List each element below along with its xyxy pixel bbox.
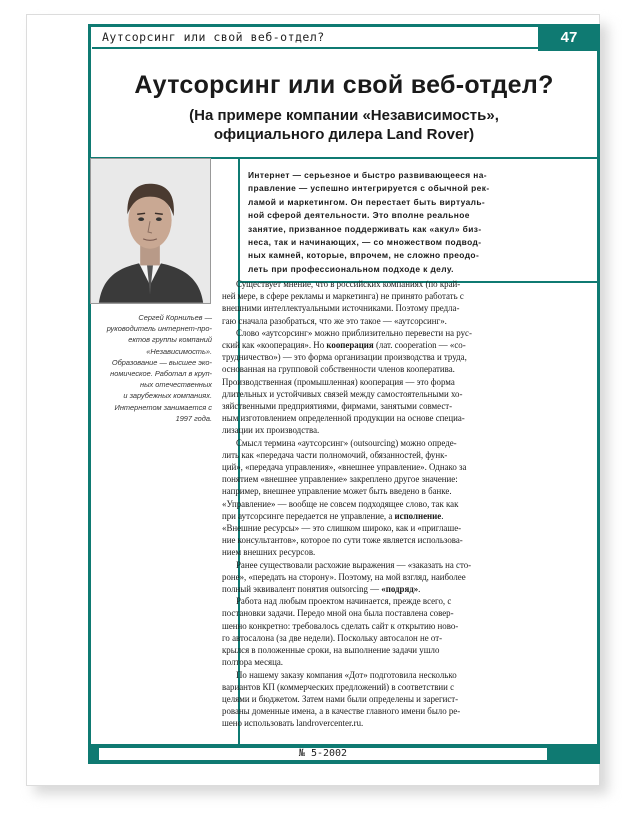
lead-line: леть при профессиональном подходе к делу. — [248, 263, 454, 274]
body-line-text: Производственная (промышленная) кооперация — это форма — [222, 376, 455, 387]
body-line — [222, 461, 522, 473]
body-line — [222, 278, 522, 290]
body-line — [222, 510, 522, 522]
caption-line: руководитель интернет-про- — [106, 324, 212, 334]
body-line-text: «Внешние ресурсы» — это слишком широко, как и «приглаше- — [222, 523, 462, 534]
lead-box — [240, 159, 597, 283]
body-line-text: трудничество») — это форма организации производства и труда, — [222, 352, 467, 363]
lead-line: занятие, призванное поддерживать как «акул» биз- — [248, 223, 482, 234]
body-line — [222, 620, 522, 632]
running-header — [92, 27, 538, 49]
caption-line: и зарубежных компаниях. — [123, 391, 212, 401]
body-line — [222, 339, 522, 351]
body-line-text: рованы доменные имена, а в качестве главного имени было ре- — [222, 706, 461, 717]
author-caption — [86, 312, 212, 424]
body-line — [222, 424, 522, 436]
body-line-text: например, внешнее управление может быть введено в банке. — [222, 486, 452, 497]
body-line-text: Работа над любым проектом начинается, прежде всего, с — [236, 596, 452, 607]
body-line — [222, 290, 522, 302]
page-number: 47 — [538, 24, 600, 51]
body-line-text: полный эквивалент понятия outsorcing — — [222, 584, 382, 595]
body-line-text: лить как «передача части полномочий, обязанностей, функ- — [222, 449, 448, 460]
body-line-text: Смысл термина «аутсорсинг» (outsourcing) можно опреде- — [236, 437, 457, 448]
article-body — [222, 278, 522, 730]
body-line — [222, 412, 522, 424]
caption-line: «Независимость». — [146, 346, 212, 356]
subtitle-line: (На примере компании «Независимость», — [189, 107, 499, 124]
title-block — [91, 51, 597, 159]
body-line-text: целями и бюджетом. Затем нами были определены и зарегист- — [222, 693, 459, 704]
caption-line: ектов группы компаний — [128, 335, 212, 345]
body-line-text: ней мере, в сфере рекламы и маркетинга) не принято работать с — [222, 291, 464, 302]
body-line — [222, 302, 522, 314]
caption-line: номическое. Работал в круп- — [110, 369, 212, 379]
body-line-text: основанная на групповой собственности членов кооператива. — [222, 364, 455, 375]
body-line — [222, 546, 522, 558]
running-title: Аутсорсинг или свой веб-отдел? — [102, 30, 325, 44]
emphasized-term: кооперация — [326, 340, 374, 351]
lead-line: ных камней, которые, впрочем, не сложно преодо- — [248, 250, 480, 261]
body-line — [222, 473, 522, 485]
emphasized-term: исполнение — [394, 510, 442, 521]
body-line — [222, 388, 522, 400]
body-line — [222, 583, 522, 595]
subtitle-line: официального дилера Land Rover) — [213, 126, 475, 143]
caption-line: Интернетом занимается с — [114, 402, 212, 412]
body-line-tail: . — [418, 584, 421, 595]
body-line-text: понятием «внешнее управление» закреплено другое значение: — [222, 474, 458, 485]
body-line — [222, 693, 522, 705]
caption-line: ных отечественных — [140, 380, 212, 390]
lead-line: неса, так и начинающих, — со множеством подвод- — [248, 237, 482, 248]
body-line — [222, 522, 522, 534]
body-line-text: Слово «аутсорсинг» можно приблизительно перевести на рус- — [236, 327, 472, 338]
body-line — [222, 717, 522, 729]
body-line-text: при аутсорсинге передается не управление, а — [222, 510, 395, 521]
emphasized-term: «подряд» — [381, 584, 419, 595]
caption-line: Образование — высшее эко- — [111, 357, 212, 367]
body-line — [222, 656, 522, 668]
body-line — [222, 595, 522, 607]
body-line — [222, 607, 522, 619]
body-line — [222, 644, 522, 656]
body-line-text: крылся в положенные сроки, на выполнение задачи ушло — [222, 645, 440, 656]
body-line-text: ным изготовлением определенной продукции на основе специа- — [222, 413, 465, 424]
lead-line: ламой и маркетингом. Он перестает быть виртуаль- — [248, 196, 486, 207]
body-line — [222, 534, 522, 546]
body-line-text: «Управление» — вообще не совсем подходящее слово, так как — [222, 498, 459, 509]
body-line-text: Существует мнение, что в российских компаниях (по край- — [236, 279, 461, 289]
body-line — [222, 669, 522, 681]
footer-box — [99, 748, 547, 760]
body-line-text: го автосалона (за две недели). Поскольку автосалон не от- — [222, 632, 443, 643]
issue-number: № 5-2002 — [298, 748, 348, 759]
body-line — [222, 437, 522, 449]
caption-line: 1997 года. — [175, 413, 212, 423]
lead-line: правление — успешно интегрируется с обычной рек- — [248, 183, 490, 194]
body-line — [222, 485, 522, 497]
body-line-tail: . — [441, 510, 444, 521]
body-line-text: гаю сначала разобраться, что же это такое — «аутсорсинг». — [222, 315, 447, 326]
body-line — [222, 705, 522, 717]
lead-paragraph — [248, 169, 548, 276]
body-line-text: ние консультантов», которое по сути тоже является использова- — [222, 535, 463, 546]
body-line — [222, 559, 522, 571]
body-line-text: зяйственными предприятиями, фирмами, занятыми совмест- — [222, 401, 453, 412]
body-line — [222, 376, 522, 388]
body-line — [222, 681, 522, 693]
body-line — [222, 327, 522, 339]
body-line-text: лизации их производства. — [222, 425, 320, 436]
body-line-text: Ранее существовали расхожие выражения — «заказать на сто- — [236, 559, 472, 570]
caption-line: Сергей Корнильев — — [138, 313, 212, 322]
body-line-text: внешними интеллектуальными источниками. Поэтому предла- — [222, 303, 460, 314]
body-line-text: шено использовать landrovercenter.ru. — [222, 718, 364, 729]
body-line — [222, 315, 522, 327]
body-line-text: нием внешних ресурсов. — [222, 547, 316, 558]
body-line-text: длительных и устойчивых связей между самостоятельными хо- — [222, 388, 463, 399]
body-line — [222, 400, 522, 412]
body-line — [222, 449, 522, 461]
lead-line: Интернет — серьезное и быстро развивающееся на- — [248, 170, 487, 180]
body-line-text: вариантов КП (коммерческих предложений) в соответствии с — [222, 681, 455, 692]
lead-line: ной сферой деятельности. Это вполне реальное — [248, 210, 470, 221]
body-line-tail: (лат. cooperation — «со- — [373, 340, 466, 351]
body-line — [222, 498, 522, 510]
body-line — [222, 571, 522, 583]
body-line-text: роне», «передать на сторону». Поэтому, на мой взгляд, наиболее — [222, 571, 466, 582]
body-line — [222, 632, 522, 644]
article-subtitle — [91, 106, 597, 144]
body-line-text: По нашему заказу компания «Дот» подготовила несколько — [236, 669, 457, 680]
body-line-text: ский как «кооперация». Но — [222, 340, 327, 351]
body-line — [222, 363, 522, 375]
body-line — [222, 351, 522, 363]
author-photo — [90, 158, 211, 304]
body-line-text: шенно конкретно: требовалось сделать сайт к открытию ново- — [222, 620, 459, 631]
article-title: Аутсорсинг или свой веб-отдел? — [134, 71, 554, 99]
body-line-text: постановки задачи. Передо мной она была поставлена совер- — [222, 608, 454, 619]
portrait-image — [91, 159, 210, 303]
body-line-text: полтора месяца. — [222, 657, 283, 668]
body-line-text: ций», «передача управления», «внешнее управление». Однако за — [222, 462, 467, 473]
